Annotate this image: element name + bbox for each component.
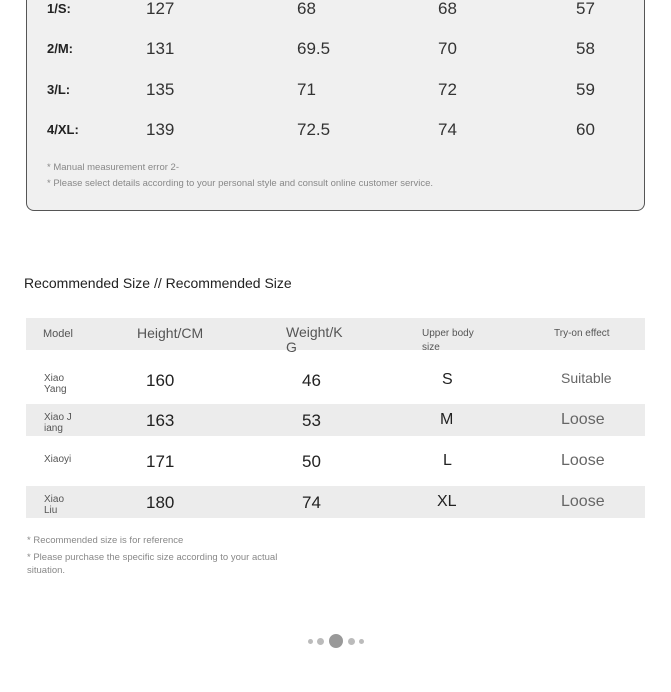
header-weight: Weight/KG <box>286 324 343 355</box>
size-label: 1/S: <box>47 1 71 16</box>
model-name: Xiaoyi <box>44 454 72 465</box>
size-value: 68 <box>438 0 457 18</box>
size-label: 2/M: <box>47 41 73 56</box>
size-row <box>27 75 644 105</box>
size-value: 69.5 <box>297 39 331 58</box>
size-value: 60 <box>576 120 595 139</box>
height-value: 180 <box>146 493 175 512</box>
page-dot-active[interactable] <box>329 634 343 648</box>
size-value: 127 <box>146 0 175 18</box>
table-row <box>26 445 645 477</box>
size-row <box>27 115 644 145</box>
size-row <box>27 0 644 24</box>
effect-value: Loose <box>561 452 605 469</box>
size-value: 135 <box>146 80 175 99</box>
weight-value: 74 <box>302 493 321 512</box>
page-dot[interactable] <box>308 639 313 644</box>
model-name: Xiao Jiang <box>44 412 72 434</box>
purchase-note: * Please purchase the specific size according to your actual situation. <box>27 552 278 576</box>
size-value: 139 <box>146 120 175 139</box>
size-value: 131 <box>146 39 175 58</box>
size-value: S <box>442 371 453 388</box>
size-value: 58 <box>576 39 595 58</box>
reference-note: * Recommended size is for reference <box>27 535 184 546</box>
weight-value: 46 <box>302 371 321 390</box>
size-value: 68 <box>297 0 316 18</box>
size-value: 72.5 <box>297 120 331 139</box>
weight-value: 50 <box>302 452 321 471</box>
size-label: 4/XL: <box>47 122 79 137</box>
effect-value: Suitable <box>561 370 612 386</box>
table-row <box>26 363 645 395</box>
section-title: Recommended Size // Recommended Size <box>24 275 292 291</box>
header-upper-body-size: Upper body size <box>422 328 474 353</box>
size-value: 71 <box>297 80 316 99</box>
effect-value: Loose <box>561 493 605 510</box>
size-value: 57 <box>576 0 595 18</box>
weight-value: 53 <box>302 411 321 430</box>
size-value: L <box>443 452 452 469</box>
page-indicator <box>306 633 370 649</box>
size-label: 3/L: <box>47 82 71 97</box>
size-value: XL <box>437 493 457 510</box>
model-name: Xiao Liu <box>44 494 65 516</box>
table-row <box>26 486 645 518</box>
table-row <box>26 404 645 436</box>
size-value: 74 <box>438 120 457 139</box>
page-dot[interactable] <box>359 639 364 644</box>
header-model: Model <box>43 328 73 340</box>
size-row <box>27 34 644 64</box>
height-value: 171 <box>146 452 175 471</box>
height-value: 163 <box>146 411 175 430</box>
size-value: 59 <box>576 80 595 99</box>
page-dot[interactable] <box>348 638 355 645</box>
size-value: 70 <box>438 39 457 58</box>
size-value: M <box>440 411 454 428</box>
page-dot[interactable] <box>317 638 324 645</box>
header-height: Height/CM <box>137 325 204 341</box>
effect-value: Loose <box>561 411 605 428</box>
table-header <box>26 318 645 355</box>
consult-note: * Please select details according to your personal style and consult online customer service. <box>47 178 434 189</box>
size-chart-card <box>26 0 645 211</box>
measurement-note: * Manual measurement error 2- <box>47 162 179 173</box>
size-value: 72 <box>438 80 457 99</box>
model-name: Xiao Yang <box>44 373 67 395</box>
height-value: 160 <box>146 371 175 390</box>
header-try-on-effect: Try-on effect <box>554 328 610 339</box>
